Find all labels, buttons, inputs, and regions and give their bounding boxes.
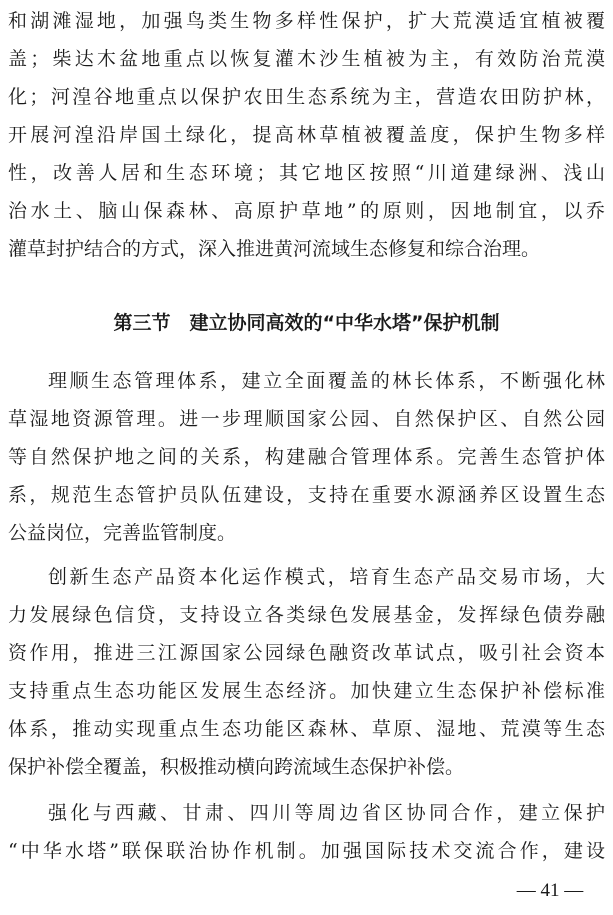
text-line: 灌草封护结合的方式，深入推进黄河流域生态修复和综合治理。	[8, 238, 541, 260]
text-line: 化；河湟谷地重点以保护农田生态系统为主，营造农田防护林，	[8, 86, 605, 108]
text-line: 等自然保护地之间的关系，构建融合管理体系。完善生态管护体	[8, 446, 605, 468]
text-line: 公益岗位，完善监管制度。	[8, 522, 237, 544]
text-line: 保护补偿全覆盖，积极推动横向跨流域生态保护补偿。	[8, 756, 465, 778]
text-line: 性，改善人居和生态环境；其它地区按照“川道建绿洲、浅山	[8, 162, 605, 184]
text-line: 力发展绿色信贷，支持设立各类绿色发展基金，发挥绿色债券融	[8, 604, 605, 626]
text-line: 草湿地资源管理。进一步理顺国家公园、自然保护区、自然公园	[8, 408, 605, 430]
text-line: 开展河湟沿岸国土绿化，提高林草植被覆盖度，保护生物多样	[8, 124, 605, 146]
text-line: 创新生态产品资本化运作模式，培育生态产品交易市场，大	[48, 566, 605, 588]
text-line: 盖；柴达木盆地重点以恢复灌木沙生植被为主，有效防治荒漠	[8, 48, 605, 70]
page-number: — 41 —	[516, 880, 584, 901]
text-line: 强化与西藏、甘肃、四川等周边省区协同合作，建立保护	[48, 802, 605, 824]
section-heading: 第三节 建立协同高效的“中华水塔”保护机制	[113, 312, 500, 334]
text-line: 资作用，推进三江源国家公园绿色融资改革试点，吸引社会资本	[8, 642, 605, 664]
text-line: 体系，推动实现重点生态功能区森林、草原、湿地、荒漠等生态	[8, 718, 605, 740]
text-line: “中华水塔”联保联治协作机制。加强国际技术交流合作，建设	[8, 840, 605, 862]
text-line: 理顺生态管理体系，建立全面覆盖的林长体系，不断强化林	[48, 370, 605, 392]
text-line: 系，规范生态管护员队伍建设，支持在重要水源涵养区设置生态	[8, 484, 605, 506]
text-line: 和湖滩湿地，加强鸟类生物多样性保护，扩大荒漠适宜植被覆	[8, 10, 605, 32]
text-line: 治水土、脑山保森林、高原护草地”的原则，因地制宜，以乔	[8, 200, 605, 222]
text-line: 支持重点生态功能区发展生态经济。加快建立生态保护补偿标准	[8, 680, 605, 702]
